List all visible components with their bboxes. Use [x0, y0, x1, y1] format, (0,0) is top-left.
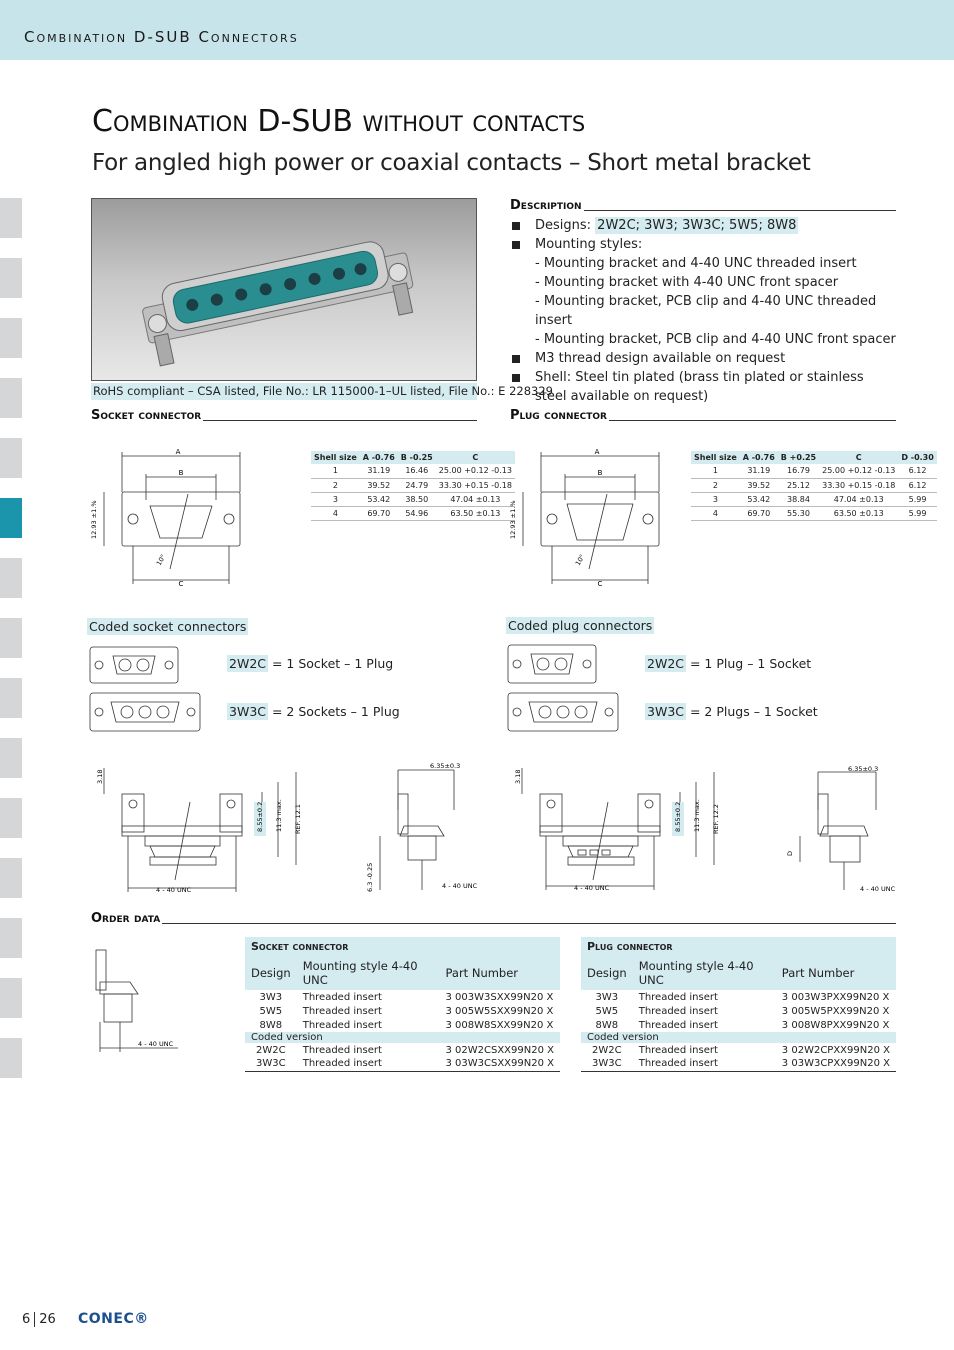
- table-row: [245, 1043, 560, 1057]
- cell: Threaded insert: [297, 1057, 440, 1071]
- page-subtitle: For angled high power or coaxial contacts – Short metal bracket: [92, 150, 811, 176]
- dim: 6.35±0.3: [430, 762, 461, 770]
- table-row: [245, 990, 560, 1004]
- cell: 53.42: [360, 492, 398, 506]
- order-plug-table: [581, 937, 896, 1072]
- cell: 3 005W5SXX99N20 X: [445, 1005, 554, 1017]
- thread-label: 4 - 40 UNC: [860, 885, 896, 893]
- section-tab[interactable]: [0, 378, 22, 418]
- dim-angle: 10°: [573, 553, 587, 567]
- table-header: Mounting style 4-40 UNC: [297, 956, 440, 990]
- dim: 3.18: [96, 769, 104, 784]
- section-tab[interactable]: [0, 558, 22, 598]
- code-badge: 2W2C: [647, 656, 684, 671]
- coded-plug-row: [645, 656, 811, 671]
- cell: 3 03W3CSXX99N20 X: [439, 1057, 560, 1071]
- socket-side-drawing: [90, 762, 310, 896]
- code-text: = 1 Plug – 1 Socket: [686, 656, 812, 671]
- cell: 1: [691, 464, 740, 478]
- dim-height: 12.93 ±1.%: [90, 500, 98, 539]
- cell: Threaded insert: [633, 1057, 776, 1071]
- table-header: D -0.30: [898, 451, 936, 464]
- table-header: B +0.25: [778, 451, 819, 464]
- list-item: [510, 216, 896, 235]
- designs-label: Designs:: [535, 218, 596, 233]
- cell: 39.52: [360, 478, 398, 492]
- page-title: Combination D-SUB without contacts: [92, 104, 586, 139]
- cell: 53.42: [740, 492, 778, 506]
- cell: 47.04 ±0.13: [819, 492, 898, 506]
- table-row: [691, 506, 937, 520]
- description-heading: Description: [510, 198, 582, 213]
- plug-side-drawing: [508, 762, 728, 896]
- socket-heading: Socket connector: [91, 408, 202, 423]
- chapter-number: 6: [22, 1312, 31, 1327]
- dim: REF. 12.1: [294, 804, 302, 834]
- cell: 69.70: [360, 506, 398, 520]
- page-num: 26: [34, 1312, 56, 1327]
- cell: 16.46: [398, 464, 436, 478]
- code-badge: 3W3C: [229, 704, 266, 719]
- conec-logo: CONEC®: [78, 1311, 149, 1327]
- plug-heading: Plug connector: [510, 408, 607, 423]
- table-header: Part Number: [439, 956, 560, 990]
- table-row: [245, 1057, 560, 1071]
- cell: 33.30 +0.15 -0.18: [436, 478, 515, 492]
- code-text: = 2 Plugs – 1 Socket: [686, 704, 818, 719]
- order-heading: Order data: [91, 911, 161, 926]
- coded-plug-3w3c-icon: [507, 692, 619, 732]
- cell: Threaded insert: [638, 1044, 718, 1056]
- table-header: Mounting style 4-40 UNC: [633, 956, 776, 990]
- mounting-style: - Mounting bracket with 4-40 UNC front spacer: [535, 275, 839, 290]
- cell: Threaded insert: [302, 1019, 382, 1031]
- coded-version-label: Coded version: [581, 1032, 896, 1043]
- cell: Threaded insert: [638, 991, 718, 1003]
- cell: 2W2C: [592, 1044, 622, 1056]
- product-photo: [91, 198, 477, 381]
- cell: 2: [691, 478, 740, 492]
- section-tab[interactable]: [0, 858, 22, 898]
- cell: 3 003W3SXX99N20 X: [445, 991, 554, 1003]
- order-drawing: [86, 944, 182, 1056]
- cell: 5W5: [595, 1005, 619, 1017]
- divider: [91, 923, 896, 924]
- table-title: Socket connector: [245, 937, 560, 956]
- description-list: [510, 216, 896, 406]
- cell: 3 03W3CPXX99N20 X: [776, 1057, 896, 1071]
- table-row: [311, 492, 515, 506]
- cell: 4: [311, 506, 360, 520]
- cell: 1: [311, 464, 360, 478]
- table-row: [311, 478, 515, 492]
- cell: 63.50 ±0.13: [436, 506, 515, 520]
- cell: Threaded insert: [638, 1005, 718, 1017]
- code-text: = 1 Socket – 1 Plug: [268, 656, 394, 671]
- table-header: A -0.76: [740, 451, 778, 464]
- cell: 31.19: [740, 464, 778, 478]
- coded-socket-title: Coded socket connectors: [89, 619, 247, 634]
- plug-profile-drawing: [780, 760, 896, 896]
- cell: 5W5: [259, 1005, 283, 1017]
- mounting-label: Mounting styles:: [535, 237, 643, 252]
- coded-socket-row: [227, 704, 400, 719]
- table-row: [581, 1004, 896, 1018]
- list-item: M3 thread design available on request: [510, 349, 896, 368]
- table-header: Part Number: [776, 956, 896, 990]
- coded-socket-3w3c-icon: [89, 692, 201, 732]
- cell: 5.99: [898, 506, 936, 520]
- coded-socket-2w2c-icon: [89, 646, 179, 684]
- table-row: [311, 506, 515, 520]
- cell: 33.30 +0.15 -0.18: [819, 478, 898, 492]
- cell: 2: [311, 478, 360, 492]
- dim-angle: 10°: [154, 553, 168, 567]
- cell: 3 005W5PXX99N20 X: [781, 1005, 890, 1017]
- cell: 31.19: [360, 464, 398, 478]
- cell: 16.79: [778, 464, 819, 478]
- thread-label: 4 - 40 UNC: [574, 884, 610, 892]
- cell: 25.00 +0.12 -0.13: [436, 464, 515, 478]
- cell: 3W3: [595, 991, 619, 1003]
- table-row: [691, 478, 937, 492]
- cell: 6.12: [898, 464, 936, 478]
- code-text: = 2 Sockets – 1 Plug: [268, 704, 400, 719]
- coded-version-label: Coded version: [245, 1032, 560, 1043]
- cell: 3: [691, 492, 740, 506]
- cell: 8W8: [259, 1019, 283, 1031]
- header-bar: [0, 0, 954, 60]
- section-tab-active[interactable]: [0, 498, 22, 538]
- dim: 6.35±0.3: [848, 765, 879, 773]
- rohs-caption: RoHS compliant – CSA listed, File No.: LR 115000-1–UL listed, File No.: E 228329: [93, 384, 553, 398]
- cell: 39.52: [740, 478, 778, 492]
- thread-label: 4 - 40 UNC: [156, 886, 192, 894]
- dim-b: B: [597, 469, 603, 477]
- coded-socket-row: [227, 656, 393, 671]
- cell: 3 02W2CPXX99N20 X: [781, 1044, 890, 1056]
- thread-label: 4 - 40 UNC: [138, 1040, 174, 1048]
- header-title: Combination D-SUB Connectors: [24, 28, 299, 46]
- cell: 25.00 +0.12 -0.13: [819, 464, 898, 478]
- cell: 4: [691, 506, 740, 520]
- dim: 3.18: [514, 769, 522, 784]
- table-row: [311, 464, 515, 478]
- plug-dim-table: [691, 451, 937, 521]
- section-tab[interactable]: [0, 798, 22, 838]
- cell: Threaded insert: [302, 1044, 382, 1056]
- section-tab[interactable]: [0, 258, 22, 298]
- section-tab[interactable]: [0, 1038, 22, 1078]
- cell: 63.50 ±0.13: [819, 506, 898, 520]
- table-header: A -0.76: [360, 451, 398, 464]
- cell: 2W2C: [256, 1044, 286, 1056]
- table-row: [245, 1018, 560, 1032]
- cell: 38.50: [398, 492, 436, 506]
- cell: 38.84: [778, 492, 819, 506]
- list-item: [510, 235, 896, 254]
- socket-front-drawing: [88, 444, 258, 589]
- coded-plug-title: Coded plug connectors: [508, 618, 653, 633]
- cell: Threaded insert: [638, 1019, 718, 1031]
- table-row: [581, 1018, 896, 1032]
- table-header: C: [436, 451, 515, 464]
- cell: 3 008W8PXX99N20 X: [781, 1019, 890, 1031]
- dim: D: [786, 850, 794, 856]
- table-row: [581, 990, 896, 1004]
- table-header: Shell size: [311, 451, 360, 464]
- cell: 55.30: [778, 506, 819, 520]
- cell: Threaded insert: [302, 1005, 382, 1017]
- cell: 25.12: [778, 478, 819, 492]
- table-row: [691, 492, 937, 506]
- cell: 5.99: [898, 492, 936, 506]
- cell: 3 02W2CSXX99N20 X: [445, 1044, 554, 1056]
- section-tab[interactable]: [0, 198, 22, 238]
- dim-c: C: [597, 580, 603, 588]
- table-header: B -0.25: [398, 451, 436, 464]
- table-title: Plug connector: [581, 937, 896, 956]
- cell: 3W3: [259, 991, 283, 1003]
- cell: 3W3C: [581, 1057, 633, 1071]
- coded-plug-row: [645, 704, 818, 719]
- dim: 8.55±0.2: [256, 801, 264, 832]
- section-tab[interactable]: [0, 678, 22, 718]
- cell: 8W8: [595, 1019, 619, 1031]
- table-row: [691, 464, 937, 478]
- section-tab[interactable]: [0, 318, 22, 358]
- page-number: [22, 1312, 60, 1327]
- mounting-style: - Mounting bracket, PCB clip and 4-40 UNC threaded insert: [535, 294, 877, 328]
- table-header: Shell size: [691, 451, 740, 464]
- dim-a: A: [594, 448, 600, 456]
- table-row: [581, 1043, 896, 1057]
- dim-a: A: [175, 448, 181, 456]
- dim: 6.3 -0.25: [366, 862, 374, 892]
- cell: Threaded insert: [302, 991, 382, 1003]
- plug-front-drawing: [507, 444, 677, 589]
- list-item: Shell: Steel tin plated (brass tin plated or stainless steel available on request): [510, 368, 896, 406]
- dim: 8.55±0.2: [674, 801, 682, 832]
- section-tab[interactable]: [0, 618, 22, 658]
- dim-c: C: [178, 580, 184, 588]
- section-tab[interactable]: [0, 438, 22, 478]
- cell: 3 008W8SXX99N20 X: [445, 1019, 554, 1031]
- mounting-style: - Mounting bracket, PCB clip and 4-40 UNC front spacer: [535, 332, 896, 347]
- cell: 47.04 ±0.13: [436, 492, 515, 506]
- section-tab[interactable]: [0, 738, 22, 778]
- dim: REF. 12.2: [712, 804, 720, 834]
- mounting-style: - Mounting bracket and 4-40 UNC threaded insert: [535, 256, 857, 271]
- socket-dim-table: [311, 451, 515, 521]
- table-row: [581, 1057, 896, 1071]
- coded-plug-2w2c-icon: [507, 644, 597, 684]
- order-socket-table: [245, 937, 560, 1072]
- table-header: C: [819, 451, 898, 464]
- table-row: [245, 1004, 560, 1018]
- dim-height: 12.93 ±1.%: [509, 500, 517, 539]
- cell: 54.96: [398, 506, 436, 520]
- cell: 3W3C: [245, 1057, 297, 1071]
- designs-value: 2W2C; 3W3; 3W3C; 5W5; 8W8: [597, 218, 797, 233]
- dim: 11.3 max.: [693, 799, 701, 832]
- section-tab[interactable]: [0, 918, 22, 958]
- cell: 24.79: [398, 478, 436, 492]
- thread-label: 4 - 40 UNC: [442, 882, 478, 890]
- cell: 3 003W3PXX99N20 X: [781, 991, 890, 1003]
- code-badge: 3W3C: [647, 704, 684, 719]
- cell: 3: [311, 492, 360, 506]
- socket-profile-drawing: [360, 760, 480, 896]
- section-tab[interactable]: [0, 978, 22, 1018]
- cell: 69.70: [740, 506, 778, 520]
- code-badge: 2W2C: [229, 656, 266, 671]
- table-header: Design: [245, 956, 297, 990]
- table-header: Design: [581, 956, 633, 990]
- cell: 6.12: [898, 478, 936, 492]
- dim-b: B: [178, 469, 184, 477]
- dim: 11.3 max.: [275, 799, 283, 832]
